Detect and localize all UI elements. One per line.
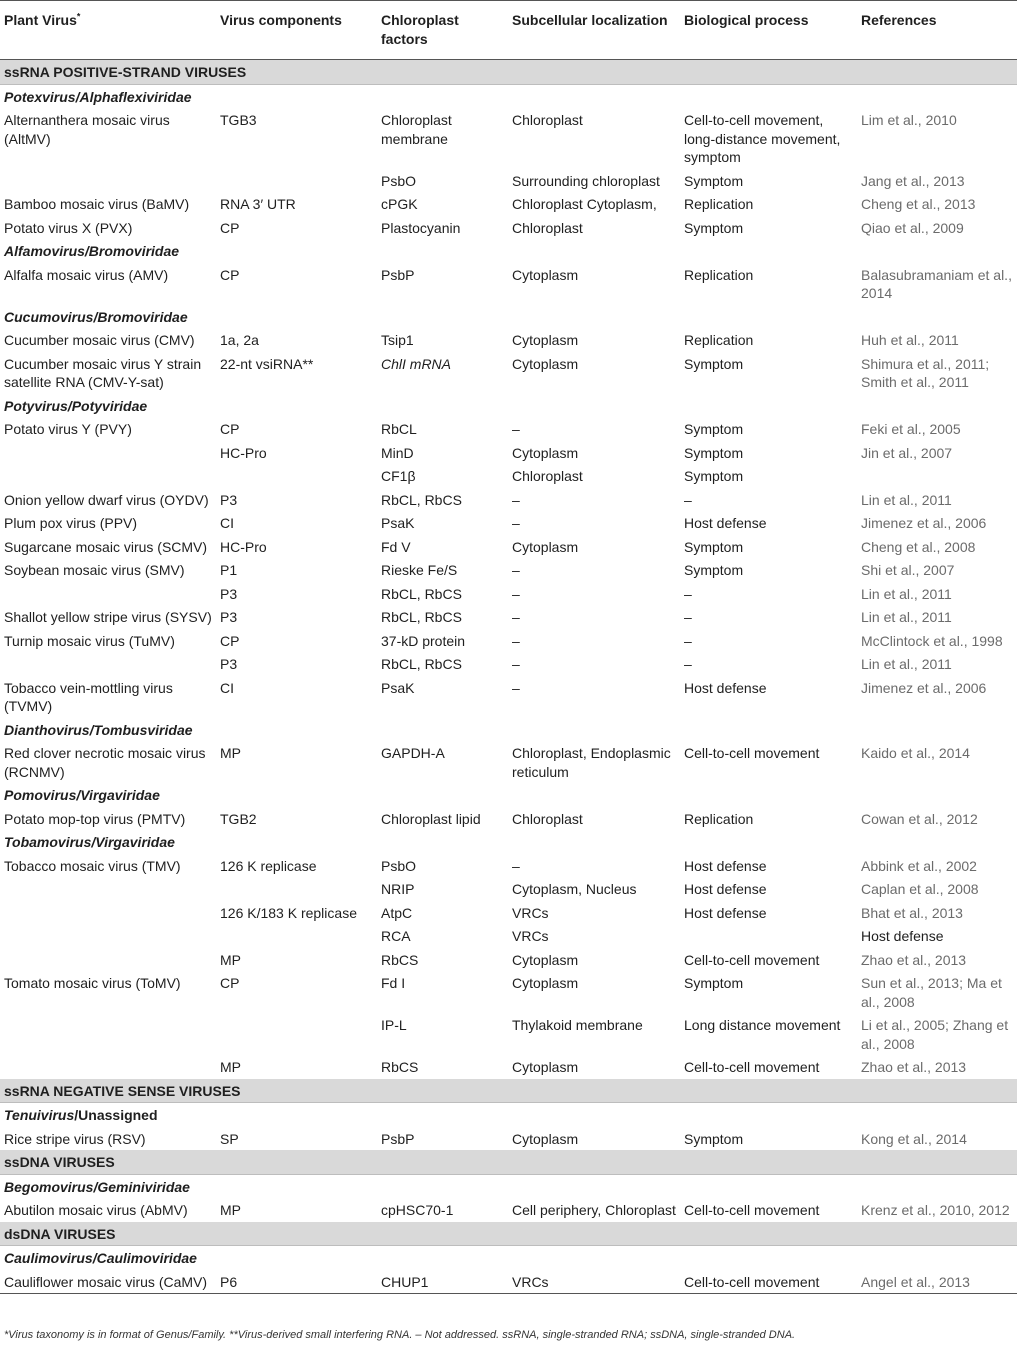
biological-process-cell: Replication [684,196,754,212]
table-row [0,924,1017,948]
biological-process-cell: – [684,491,692,508]
chloroplast-factors-cell: AtpC [381,904,413,921]
chloroplast-factors-cell: 37-kD protein [381,632,466,649]
biological-process-cell: Symptom [684,975,744,991]
plant-virus-cell: Tobacco vein-mottling virus (TVMV) [4,679,173,714]
plant-virus-cell: Turnip mosaic virus (TuMV) [4,632,175,649]
biological-process-cell: Symptom [684,219,744,236]
table-body [0,60,1017,1294]
chloroplast-factors-cell: RbCL, RbCS [381,656,462,672]
chloroplast-factors-cell: MinD [381,444,414,461]
biological-process-cell: Long distance movement [684,1017,841,1033]
references-cell: Zhao et al., 2013 [861,1059,967,1075]
chloroplast-factors-cell: RbCL, RbCS [381,585,462,602]
table-row [0,854,1017,878]
biological-process-cell: Cell-to-cell movement, long-distance movement, symptom [684,112,841,165]
localization-cell: VRCs [508,1270,680,1294]
biological-process-cell: – [684,632,692,649]
genus-row: Caulimovirus/Caulimoviridae [4,1250,197,1266]
plant-virus-cell [0,582,216,606]
localization-cell: Chloroplast Cytoplasm, [512,196,657,212]
biological-process-cell: – [684,585,692,602]
plant-virus-cell [0,877,216,901]
references-cell: Qiao et al., 2009 [861,219,964,236]
localization-cell: Cell periphery, Chloroplast [512,1202,676,1218]
virus-components-cell: MP [220,951,241,968]
biological-process-cell: Host defense [684,857,767,874]
references-cell: Shimura et al., 2011; Smith et al., 2011 [861,355,990,390]
header-biological-process: Biological process [680,1,857,60]
biological-process-cell: Cell-to-cell movement [684,951,820,968]
references-cell: Huh et al., 2011 [861,332,959,348]
localization-cell: Chloroplast [512,112,583,128]
plant-virus-cell: Alfalfa mosaic virus (AMV) [4,266,169,283]
biological-process-cell: Cell-to-cell movement [684,1059,820,1075]
plant-virus-cell: Tomato mosaic virus (ToMV) [4,975,181,991]
biological-process-cell: Cell-to-cell movement [684,1202,820,1218]
localization-cell: VRCs [512,928,549,944]
virus-components-cell: MP [220,745,241,761]
header-virus-components: Virus components [216,1,377,60]
chloroplast-factors-cell: RCA [381,928,411,944]
genus-row: Potyvirus/Potyviridae [4,397,148,414]
table-row [0,488,1017,512]
table-row [0,629,1017,653]
plant-virus-cell [0,901,216,925]
biological-process-cell: Host defense [684,904,767,921]
plant-virus-cell [0,1055,216,1079]
chloroplast-factors-cell: NRIP [381,881,415,897]
plant-virus-cell [0,948,216,972]
table-row [0,328,1017,352]
biological-process-cell: – [684,609,692,625]
biological-process-cell: Symptom [684,468,744,484]
references-cell: Feki et al., 2005 [861,421,961,437]
plant-virus-cell: Alternanthera mosaic virus (AltMV) [4,112,170,147]
chloroplast-factors-cell: PsaK [381,515,415,531]
virus-components-cell: CP [220,266,240,283]
genus-row: Dianthovirus/Tombusviridae [4,721,193,738]
header-references: References [857,1,1017,60]
table-header [0,1,1017,60]
plant-virus-cell: Potato virus Y (PVY) [4,421,132,437]
header-plant-virus: Plant Virus* [0,1,216,60]
plant-virus-cell [0,441,216,465]
genus-row: Cucumovirus/Bromoviridae [4,308,188,325]
references-cell: Cheng et al., 2013 [861,196,976,212]
biological-process-cell: Symptom [684,421,744,437]
virus-components-cell: CP [220,632,240,649]
table-row [0,263,1017,305]
biological-process-cell: Symptom [684,355,744,372]
virus-components-cell: P3 [220,585,238,602]
chloroplast-factors-cell: Chloroplast lipid [381,810,481,827]
localization-cell: Cytoplasm [512,266,579,283]
virus-components-cell: 22-nt vsiRNA** [220,355,314,372]
table-row [0,558,1017,582]
chloroplast-factors-cell: Chloroplast membrane [381,112,452,147]
localization-cell: – [512,609,520,625]
table-row [0,676,1017,718]
chloroplast-factors-cell: PsaK [381,679,415,696]
genus-row: Begomovirus/Geminiviridae [4,1178,190,1195]
plant-virus-cell: Plum pox virus (PPV) [4,515,138,531]
chloroplast-factors-cell: PsbO [381,857,417,874]
references-cell: Lin et al., 2011 [861,491,952,508]
table-row [0,169,1017,193]
virus-components-cell [216,924,377,948]
virus-components-cell: CI [220,515,234,531]
virus-components-cell [216,1013,377,1055]
references-cell: Jimenez et al., 2006 [861,679,987,696]
chloroplast-factors-cell: PsbP [381,1130,415,1147]
chloroplast-factors-cell: CHUP1 [377,1270,508,1294]
table-row [0,582,1017,606]
references-cell: Cheng et al., 2008 [861,538,976,555]
section-row: ssDNA VIRUSES [0,1150,1017,1174]
chloroplast-factors-cell: RbCL [381,421,417,437]
genus-row: Alfamovirus/Bromoviridae [4,243,180,259]
virus-components-cell: 126 K replicase [220,857,317,874]
localization-cell: Cytoplasm [512,538,579,555]
references-cell: Lim et al., 2010 [861,112,957,128]
table-row [0,741,1017,783]
table-row [0,1270,1017,1294]
localization-cell: – [512,632,520,649]
table-row [0,948,1017,972]
plant-virus-cell: Abutilon mosaic virus (AbMV) [4,1202,188,1218]
chloroplast-factors-cell: Rieske Fe/S [381,562,458,578]
chloroplast-factors-cell: Plastocyanin [381,219,461,236]
references-cell [857,464,1017,488]
localization-cell: Surrounding chloroplast [512,172,660,189]
localization-cell: Cytoplasm [512,1059,579,1075]
chloroplast-factors-cell: PsbO [381,172,417,189]
section-row: ssRNA POSITIVE-STRAND VIRUSES [0,60,1017,85]
biological-process-cell [680,924,857,948]
virus-components-cell [216,877,377,901]
virus-components-cell: SP [220,1130,239,1147]
biological-process-cell: Symptom [684,1130,744,1147]
virus-components-cell: CP [220,219,240,236]
references-cell: Jang et al., 2013 [861,172,965,189]
biological-process-cell: Cell-to-cell movement [680,1270,857,1294]
biological-process-cell: Host defense [684,881,767,897]
virus-components-cell: 1a, 2a [220,332,259,348]
localization-cell: Cytoplasm [512,355,579,372]
table-row [0,535,1017,559]
references-cell: Angel et al., 2013 [857,1270,1017,1294]
header-chloroplast-factors: Chloroplast factors [377,1,508,60]
table-row [0,971,1017,1013]
virus-components-cell: P3 [220,609,238,625]
plant-virus-cell: Cauliflower mosaic virus (CaMV) [0,1270,216,1294]
references-cell: Jimenez et al., 2006 [861,515,987,531]
biological-process-cell: Replication [684,266,754,283]
genus-row: Pomovirus/Virgaviridae [4,787,160,803]
references-cell: Kong et al., 2014 [861,1130,967,1147]
table-row [0,1198,1017,1222]
plant-virus-cell [0,1013,216,1055]
references-cell: Bhat et al., 2013 [861,904,963,921]
biological-process-cell: Host defense [684,515,767,531]
table-row [0,901,1017,925]
section-row: ssRNA NEGATIVE SENSE VIRUSES [0,1079,1017,1103]
plant-virus-cell: Soybean mosaic virus (SMV) [4,562,185,578]
genus-row: Potexvirus/Alphaflexiviridae [4,88,192,105]
chloroplast-factors-cell: CF1β [381,468,416,484]
table-row [0,417,1017,441]
virus-components-cell [216,464,377,488]
table-row [0,605,1017,629]
localization-cell: Thylakoid membrane [512,1017,643,1033]
chloroplast-factors-cell: Fd V [381,538,411,555]
localization-cell: Cytoplasm [512,951,579,968]
genus-row: Tobamovirus/Virgaviridae [4,834,175,850]
chloroplast-factors-cell: RbCL, RbCS [381,491,462,508]
biological-process-cell: – [684,656,692,672]
references-cell: Cowan et al., 2012 [861,810,978,827]
biological-process-cell: Replication [684,332,754,348]
virus-components-cell: MP [220,1202,241,1218]
plant-virus-cell [0,924,216,948]
localization-cell: Cytoplasm [512,444,579,461]
plant-virus-cell [0,464,216,488]
table-row [0,441,1017,465]
biological-process-cell: Symptom [684,444,744,461]
virus-components-cell: CP [220,421,240,437]
chloroplast-factors-cell: RbCS [381,1059,419,1075]
localization-cell: – [512,679,520,696]
plant-virus-cell: Sugarcane mosaic virus (SCMV) [4,538,208,555]
virus-components-cell: HC-Pro [220,538,267,555]
table-row [0,511,1017,535]
localization-cell: – [512,515,520,531]
chloroplast-factors-cell: IP-L [381,1017,407,1033]
localization-cell: VRCs [512,904,549,921]
table-row [0,807,1017,831]
localization-cell: Cytoplasm, Nucleus [512,881,637,897]
biological-process-cell: Cell-to-cell movement [684,745,820,761]
table-row [0,192,1017,216]
localization-cell: Cytoplasm [512,1130,579,1147]
table-row [0,877,1017,901]
references-cell: Caplan et al., 2008 [861,881,979,897]
table-footnote: *Virus taxonomy is in format of Genus/Family. **Virus-derived small interfering RNA. – Not addressed. ssRNA, single-stranded RNA; ssDNA, single-stranded DNA. [4,1329,796,1341]
localization-cell: – [512,421,520,437]
plant-virus-cell: Red clover necrotic mosaic virus (RCNMV) [4,745,206,780]
header-subcellular-localization: Subcellular localization [508,1,680,60]
references-cell: Host defense [861,928,944,944]
plant-virus-cell: Bamboo mosaic virus (BaMV) [4,196,190,212]
chloroplast-factors-cell: ChlI mRNA [381,355,452,372]
localization-cell: Chloroplast [512,219,583,236]
chloroplast-factors-cell: PsbP [381,266,415,283]
references-cell: Lin et al., 2011 [861,585,952,602]
section-row: dsDNA VIRUSES [0,1222,1017,1246]
table-row [0,1013,1017,1055]
table-row [0,108,1017,169]
biological-process-cell: Symptom [684,172,744,189]
virus-components-cell: TGB2 [220,810,257,827]
references-cell: Lin et al., 2011 [861,656,952,672]
references-cell: Krenz et al., 2010, 2012 [861,1202,1010,1218]
references-cell: Kaido et al., 2014 [861,745,970,761]
virus-components-cell: CI [220,679,234,696]
plant-virus-cell [0,652,216,676]
localization-cell: – [512,857,520,874]
plant-virus-cell: Shallot yellow stripe virus (SYSV) [4,609,212,625]
virus-components-cell: TGB3 [220,112,257,128]
localization-cell: Chloroplast [512,468,583,484]
plant-virus-cell: Cucumber mosaic virus (CMV) [4,332,195,348]
virus-components-cell [216,169,377,193]
biological-process-cell: Symptom [684,562,744,578]
table-row [0,464,1017,488]
references-cell: Balasubramaniam et al., 2014 [861,266,1012,301]
plant-virus-cell [0,169,216,193]
chloroplast-factors-cell: Tsip1 [381,332,414,348]
virus-components-cell: P3 [220,491,238,508]
virus-components-cell: HC-Pro [220,444,267,461]
virus-components-cell: MP [220,1059,241,1075]
biological-process-cell: Symptom [684,538,744,555]
references-cell: McClintock et al., 1998 [861,632,1003,649]
references-cell: Li et al., 2005; Zhang et al., 2008 [861,1017,1009,1052]
localization-cell: Cytoplasm [512,975,579,991]
chloroplast-factors-cell: cpHSC70-1 [381,1202,454,1218]
virus-components-cell: P6 [216,1270,377,1294]
chloroplast-factors-cell: Fd I [381,975,406,991]
localization-cell: – [512,562,520,578]
table-row [0,652,1017,676]
references-cell: Jin et al., 2007 [861,444,953,461]
plant-virus-cell: Tobacco mosaic virus (TMV) [4,857,181,874]
virus-components-cell: P1 [220,562,238,578]
table-row [0,216,1017,240]
biological-process-cell: Replication [684,810,754,827]
plant-virus-cell: Rice stripe virus (RSV) [4,1130,146,1147]
genus-row: Tenuivirus/Unassigned [4,1107,158,1123]
references-cell: Zhao et al., 2013 [861,951,967,968]
table-row [0,352,1017,394]
chloroplast-factors-cell: cPGK [381,196,418,212]
plant-virus-cell: Cucumber mosaic virus Y strain satellite RNA (CMV-Y-sat) [4,355,202,390]
references-cell: Sun et al., 2013; Ma et al., 2008 [861,975,1002,1010]
virus-components-cell: RNA 3′ UTR [220,196,296,212]
table-row [0,1055,1017,1079]
table-row [0,1127,1017,1151]
chloroplast-factors-cell: RbCL, RbCS [381,609,462,625]
localization-cell: – [512,585,520,602]
localization-cell: Chloroplast, Endoplasmic reticulum [512,745,671,780]
virus-components-cell: CP [220,975,240,991]
virus-components-cell: P3 [220,656,238,672]
references-cell: Abbink et al., 2002 [861,857,977,874]
references-cell: Lin et al., 2011 [861,609,952,625]
biological-process-cell: Host defense [684,679,767,696]
plant-virus-cell: Onion yellow dwarf virus (OYDV) [4,491,209,508]
localization-cell: – [512,656,520,672]
plant-virus-cell: Potato virus X (PVX) [4,219,133,236]
chloroplast-factors-cell: RbCS [381,951,419,968]
references-cell: Shi et al., 2007 [861,562,955,578]
localization-cell: – [512,491,520,508]
virus-components-cell: 126 K/183 K replicase [220,904,357,921]
localization-cell: Cytoplasm [512,332,579,348]
chloroplast-factors-cell: GAPDH-A [381,745,445,761]
localization-cell: Chloroplast [512,810,583,827]
plant-virus-cell: Potato mop-top virus (PMTV) [4,810,186,827]
